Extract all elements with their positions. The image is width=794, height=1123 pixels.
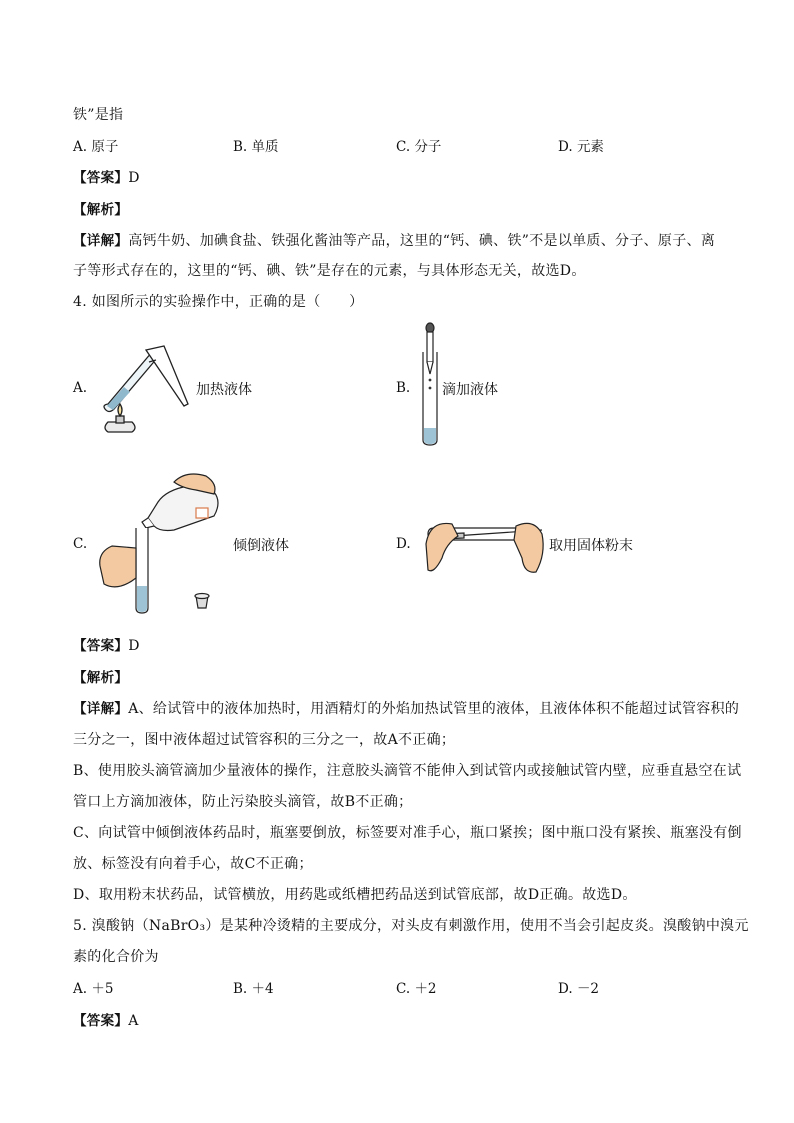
q4-option-d-caption: 取用固体粉末 (549, 538, 633, 554)
q3-option-b: B. 单质 (233, 139, 279, 155)
q4-answer: 【答案】D (73, 638, 140, 654)
q5-answer: 【答案】A (73, 1013, 139, 1029)
q5-option-d: D. －2 (558, 981, 600, 997)
q3-answer: 【答案】D (73, 170, 140, 186)
q3-detail-line-2: 子等形式存在的，这里的“钙、碘、铁”是存在的元素，与具体形态无关，故选D。 (73, 263, 586, 279)
q4-detail-line-5: C、向试管中倾倒液体药品时，瓶塞要倒放，标签要对准手心，瓶口紧挨；图中瓶口没有紧挨、瓶塞没有倒 (73, 825, 742, 841)
q4-detail-line-1: 【详解】A、给试管中的液体加热时，用酒精灯的外焰加热试管里的液体，且液体体积不能超过试管容积的 (73, 701, 740, 717)
q4-option-a-letter: A. (73, 380, 88, 396)
q3-option-d: D. 元素 (558, 139, 604, 155)
q5-stem-line-1: 5. 溴酸钠（NaBrO₃）是某种冷烫精的主要成分，对头皮有刺激作用，使用不当会引起皮炎。溴酸钠中溴元 (73, 918, 749, 934)
q4-option-c-caption: 倾倒液体 (233, 538, 289, 554)
q3-stem-tail: 铁”是指 (73, 107, 124, 123)
q5-option-c: C. ＋2 (396, 981, 437, 997)
q4-detail-line-2: 三分之一，图中液体超过试管容积的三分之一，故A不正确； (73, 732, 456, 748)
dropping-liquid-figure (418, 322, 442, 446)
q4-option-b-letter: B. (396, 380, 411, 396)
q4-detail-line-4: 管口上方滴加液体，防止污染胶头滴管，故B不正确； (73, 794, 413, 810)
solid-powder-figure (424, 514, 546, 576)
pouring-liquid-figure (96, 468, 228, 614)
q3-detail-line-1: 【详解】高钙牛奶、加碘食盐、铁强化酱油等产品，这里的“钙、碘、铁”不是以单质、分子、原子、离 (73, 233, 716, 249)
q4-detail-line-7: D、取用粉末状药品，试管横放，用药匙或纸槽把药品送到试管底部，故D正确。故选D。 (73, 887, 637, 903)
q4-detail-line-6: 放、标签没有向着手心，故C不正确； (73, 856, 313, 872)
q5-stem-line-2: 素的化合价为 (73, 949, 159, 965)
q3-analysis-heading: 【解析】 (73, 202, 129, 218)
q5-option-b: B. ＋4 (233, 981, 274, 997)
q4-detail-line-3: B、使用胶头滴管滴加少量液体的操作，注意胶头滴管不能伸入到试管内或接触试管内壁，应垂直悬空在试 (73, 763, 742, 779)
q4-option-a-caption: 加热液体 (196, 382, 252, 398)
q4-option-d-letter: D. (396, 536, 411, 552)
q4-analysis-heading: 【解析】 (73, 670, 129, 686)
q4-stem: 4. 如图所示的实验操作中，正确的是（ ） (73, 294, 364, 310)
q3-option-c: C. 分子 (396, 139, 442, 155)
q4-option-c-letter: C. (73, 536, 88, 552)
q3-option-a: A. 原子 (73, 139, 119, 155)
q4-option-b-caption: 滴加液体 (442, 382, 498, 398)
q5-option-a: A. ＋5 (73, 981, 114, 997)
heating-liquid-figure (96, 342, 196, 434)
